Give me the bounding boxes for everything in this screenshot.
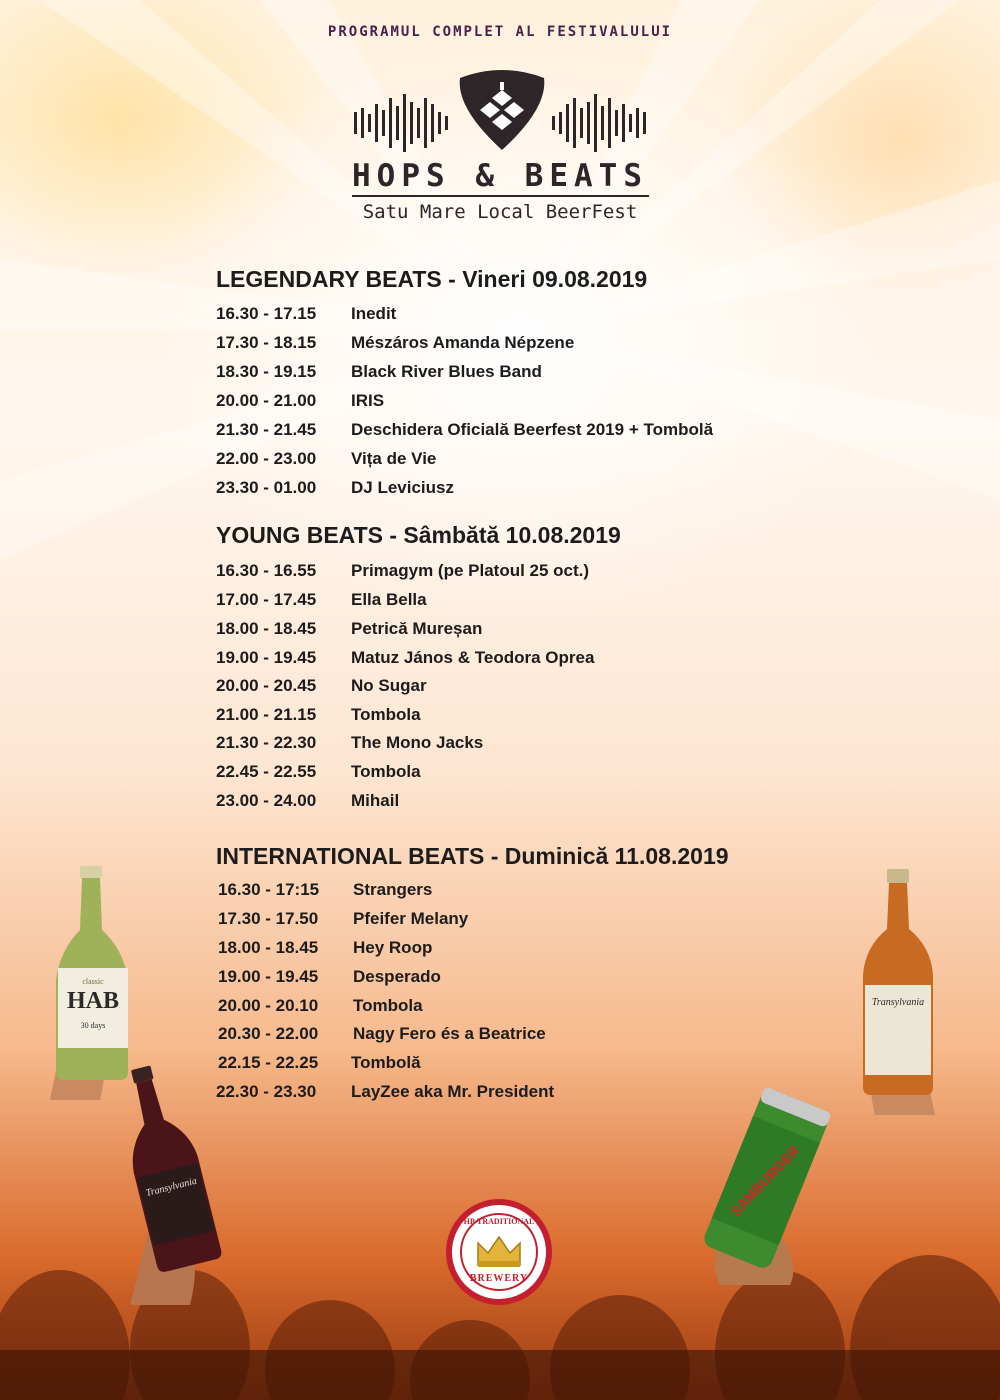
samburger-beer-can: [690, 1085, 840, 1285]
svg-text:Transylvania: Transylvania: [871, 997, 925, 1008]
svg-text:HAB: HAB: [66, 988, 120, 1014]
festival-program-heading: PROGRAMUL COMPLET AL FESTIVALULUI: [327, 24, 673, 40]
soundwave-right-icon: [552, 94, 646, 152]
svg-text:30 days: 30 days: [80, 1021, 106, 1030]
hb-traditional-brewery-logo: HB TRADITIONAL BREWERY: [446, 1199, 552, 1305]
svg-text:classic: classic: [82, 977, 104, 986]
soundwave-left-icon: [354, 94, 448, 152]
crown-icon: [474, 1231, 524, 1269]
hop-pick-icon: [460, 70, 545, 150]
logo-divider: [352, 195, 649, 197]
day-title-sunday: INTERNATIONAL BEATS - Duminică 11.08.2019: [216, 843, 729, 869]
day-title-friday: LEGENDARY BEATS - Vineri 09.08.2019: [216, 266, 648, 292]
transylvania-lager-bottle: [835, 865, 945, 1115]
svg-text:Transylvania: Transylvania: [144, 1175, 199, 1200]
transylvania-dark-bottle: [130, 1055, 260, 1305]
logo-subtitle: Satu Mare Local BeerFest: [362, 201, 638, 223]
svg-text:SAMBURGER: SAMBURGER: [727, 1142, 803, 1220]
day-title-saturday: YOUNG BEATS - Sâmbătă 10.08.2019: [216, 522, 621, 548]
logo-title: HOPS & BEATS: [352, 158, 648, 194]
